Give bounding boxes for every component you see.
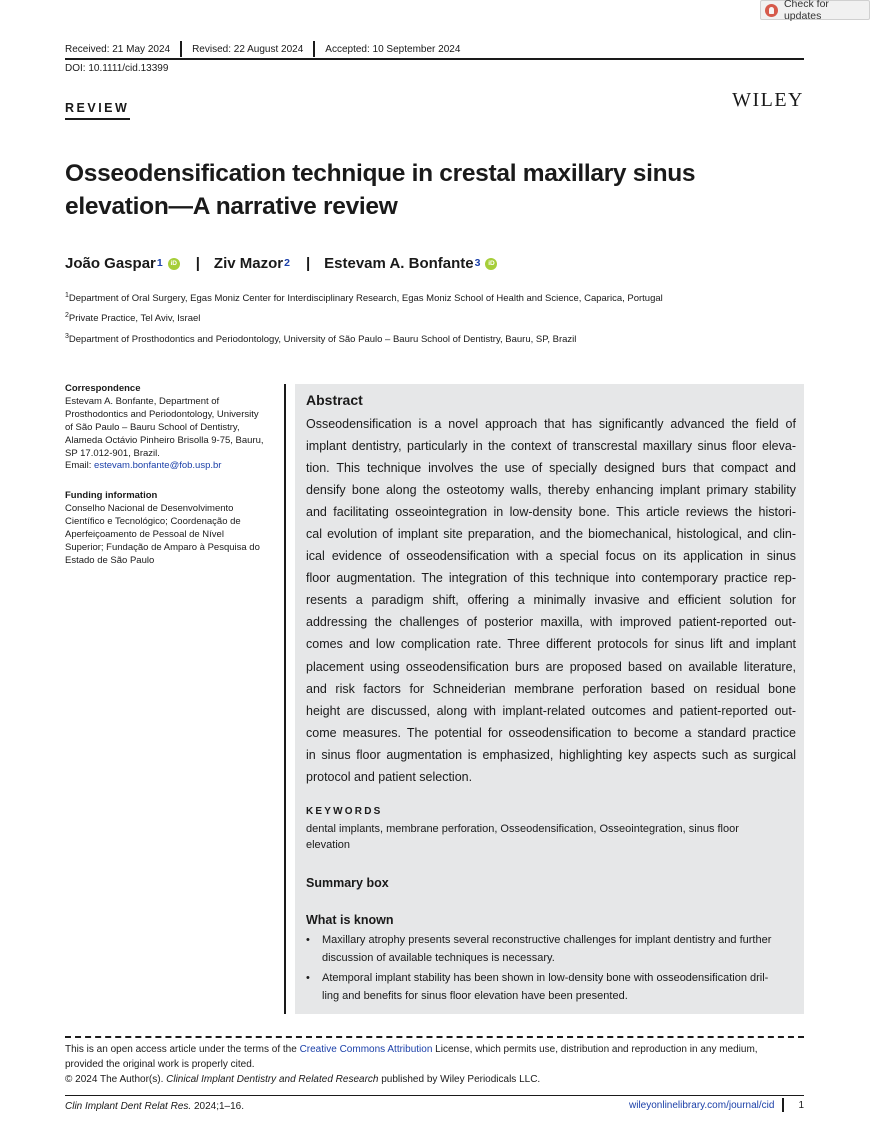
divider xyxy=(782,1098,784,1112)
orcid-icon[interactable]: iD xyxy=(168,258,180,270)
footer-right xyxy=(629,1098,804,1112)
cc-license-link[interactable]: Creative Commons Attribution xyxy=(299,1044,433,1055)
abstract-line: height are discussed, along with implant-related outcomes and patient-reported out- xyxy=(306,703,796,718)
bullet-line: discussion of available techniques is necessary. xyxy=(322,951,555,964)
what-is-known-heading: What is known xyxy=(306,913,394,927)
correspondence-heading: Correspondence xyxy=(65,383,141,394)
bookmark-icon xyxy=(765,4,778,17)
license-line xyxy=(65,1042,804,1057)
section-label: REVIEW xyxy=(65,101,130,115)
license-text: License, which permits use, distribution and reproduction in any medium, xyxy=(432,1044,758,1055)
license-divider xyxy=(65,1036,804,1038)
funding-heading: Funding information xyxy=(65,490,158,502)
funding-line: Superior; Fundação de Amparo à Pesquisa do xyxy=(65,541,260,553)
author-name[interactable]: João Gaspar xyxy=(65,255,156,272)
affiliation-text: Department of Oral Surgery, Egas Moniz Center for Interdisciplinary Research, Egas Moniz School of Health and Science, Caparica, Portugal xyxy=(68,293,663,305)
keywords-line: dental implants, membrane perforation, Osseodensification, Osseointegration, sinus floor xyxy=(306,823,739,835)
bullet-line: Atemporal implant stability has been shown in low-density bone with osseodensification dril- xyxy=(322,972,769,984)
author-separator: | xyxy=(305,255,311,272)
correspondence-line: SP 17.012-901, Brazil. xyxy=(65,447,160,459)
keywords xyxy=(306,822,776,853)
bullet-line: ling and benefits for sinus floor elevation have been presented. xyxy=(322,989,628,1002)
author-separator: | xyxy=(195,255,200,272)
affiliation-mark: 1 xyxy=(65,292,69,299)
copyright-text: published by Wiley Periodicals LLC. xyxy=(378,1074,541,1086)
sidebar-info xyxy=(65,383,280,568)
funding-line: Aperfeiçoamento de Pessoal de Nível xyxy=(65,529,224,541)
citation-rest: 2024;1–16. xyxy=(191,1101,244,1112)
divider xyxy=(180,41,182,57)
author-affiliation-mark[interactable]: 2 xyxy=(284,256,290,269)
citation-journal: Clin Implant Dent Relat Res. xyxy=(65,1101,192,1112)
divider xyxy=(313,41,315,57)
journal-name: Clinical Implant Dentistry and Related Research xyxy=(166,1074,379,1086)
abstract-line: in sinus floor augmentation is emphasized, highlighting key aspects such as surgical xyxy=(306,747,796,762)
author-name[interactable]: Ziv Mazor xyxy=(213,255,284,272)
email-label: Email: xyxy=(65,460,95,472)
license-text: This is an open access article under the terms of the xyxy=(65,1044,300,1055)
section-underline xyxy=(65,118,130,120)
abstract-line: resents a paradigm shift, offering a minimally invasive and efficient solution for xyxy=(306,593,796,608)
correspondence-line: Prosthodontics and Periodontology, University xyxy=(65,408,259,420)
article-title xyxy=(65,157,765,223)
abstract-line: cal evolution of implant site preparation, and the biomechanical, histological, and clin- xyxy=(306,527,796,542)
affiliation-mark: 2 xyxy=(65,312,69,319)
publisher-logo: WILEY xyxy=(732,89,804,111)
orcid-icon[interactable]: iD xyxy=(485,258,497,270)
abstract-line: placement using osseodensification burs are proposed based on available literature, xyxy=(306,659,796,674)
abstract-line: floor augmentation. The integration of this technique into contemporary practice rep- xyxy=(306,571,796,586)
abstract-heading: Abstract xyxy=(306,392,363,408)
affiliation xyxy=(65,333,576,345)
abstract-line: protocol and patient selection. xyxy=(306,769,473,784)
affiliation-text: Private Practice, Tel Aviv, Israel xyxy=(68,313,201,325)
abstract-line: comes and low complication rate. Three different protocols for sinus lift and implant xyxy=(306,637,796,652)
abstract-line: Osseodensification is a novel approach that has significantly advanced the field of xyxy=(306,417,796,431)
page-number: 1 xyxy=(798,1099,804,1111)
abstract-line: and risk factors for Schneiderian membrane perforation based on residual bone xyxy=(306,681,796,696)
abstract-line: densify bone along the osteotomy walls, thereby enhancing implant primary stability xyxy=(306,483,796,498)
license-line: provided the original work is properly cited. xyxy=(65,1059,255,1071)
abstract-line: tion. This technique involves the use of specially designed burs that compact and xyxy=(306,461,796,476)
bullet-item xyxy=(306,932,796,967)
email-link[interactable]: estevam.bonfante@fob.usp.br xyxy=(94,460,222,472)
abstract-line: implant dentistry, particularly in the context of transcrestal maxillary sinus floor eleva- xyxy=(306,439,796,454)
keywords-heading: KEYWORDS xyxy=(306,806,383,817)
journal-url-link[interactable]: wileyonlinelibrary.com/journal/cid xyxy=(629,1099,775,1111)
header-rule xyxy=(65,58,804,60)
doi[interactable]: DOI: 10.1111/cid.13399 xyxy=(65,63,169,74)
affiliation xyxy=(65,292,663,304)
column-divider xyxy=(284,384,286,1014)
revised-date: Revised: 22 August 2024 xyxy=(192,43,304,55)
bullet-icon: • xyxy=(306,972,310,984)
abstract-line: and facilitating osseointegration in low-density bone. This article reviews the histori- xyxy=(306,505,796,520)
bullet-line: Maxillary atrophy presents several reconstructive challenges for implant dentistry and further xyxy=(322,934,772,946)
summary-box-heading: Summary box xyxy=(306,876,389,890)
copyright-line xyxy=(65,1072,804,1087)
title-line: elevation—A narrative review xyxy=(65,193,398,220)
bullet-item xyxy=(306,970,796,1005)
correspondence-line: of São Paulo – Bauru School of Dentistry, xyxy=(65,421,240,433)
abstract-line: addressing the challenges of posterior maxilla, with improved patient-reported out- xyxy=(306,615,796,630)
funding-line: Estado de São Paulo xyxy=(65,554,155,566)
check-for-updates-label: Check for updates xyxy=(783,0,829,22)
correspondence-line: Estevam A. Bonfante, Department of xyxy=(65,395,220,407)
affiliation xyxy=(65,312,200,324)
received-date: Received: 21 May 2024 xyxy=(65,43,171,55)
author-name[interactable]: Estevam A. Bonfante xyxy=(324,255,474,272)
copyright-text: © 2024 The Author(s). xyxy=(65,1074,167,1086)
citation xyxy=(65,1101,244,1112)
affiliation-mark: 3 xyxy=(65,333,69,340)
license-notice xyxy=(65,1042,804,1088)
bullet-icon: • xyxy=(306,934,310,946)
correspondence-line: Alameda Octávio Pinheiro Brisolla 9-75, Bauru, xyxy=(65,434,264,446)
author-list xyxy=(65,255,497,272)
funding-line: Científico e Tecnológico; Coordenação de xyxy=(65,516,241,528)
keywords-line: elevation xyxy=(306,838,351,851)
affiliation-text: Department of Prosthodontics and Periodontology, University of São Paulo – Bauru School of Dentistry, Bauru, SP, Brazil xyxy=(68,334,577,346)
check-for-updates-button[interactable] xyxy=(760,0,870,20)
abstract-line: come measures. The potential for osseodensification to become a standard practice xyxy=(306,725,796,740)
author-affiliation-mark[interactable]: 1 xyxy=(156,256,163,269)
author-affiliation-mark[interactable]: 3 xyxy=(474,256,481,269)
footer-rule xyxy=(65,1095,804,1096)
email-line xyxy=(65,460,280,473)
article-dates xyxy=(65,41,460,57)
accepted-date: Accepted: 10 September 2024 xyxy=(325,43,461,55)
title-line: Osseodensification technique in crestal maxillary sinus xyxy=(65,160,696,187)
funding-line: Conselho Nacional de Desenvolvimento xyxy=(65,503,234,515)
abstract-line: ical evidence of osseodensification with a special focus on its application in sinus xyxy=(306,549,796,564)
abstract-body xyxy=(306,413,796,788)
